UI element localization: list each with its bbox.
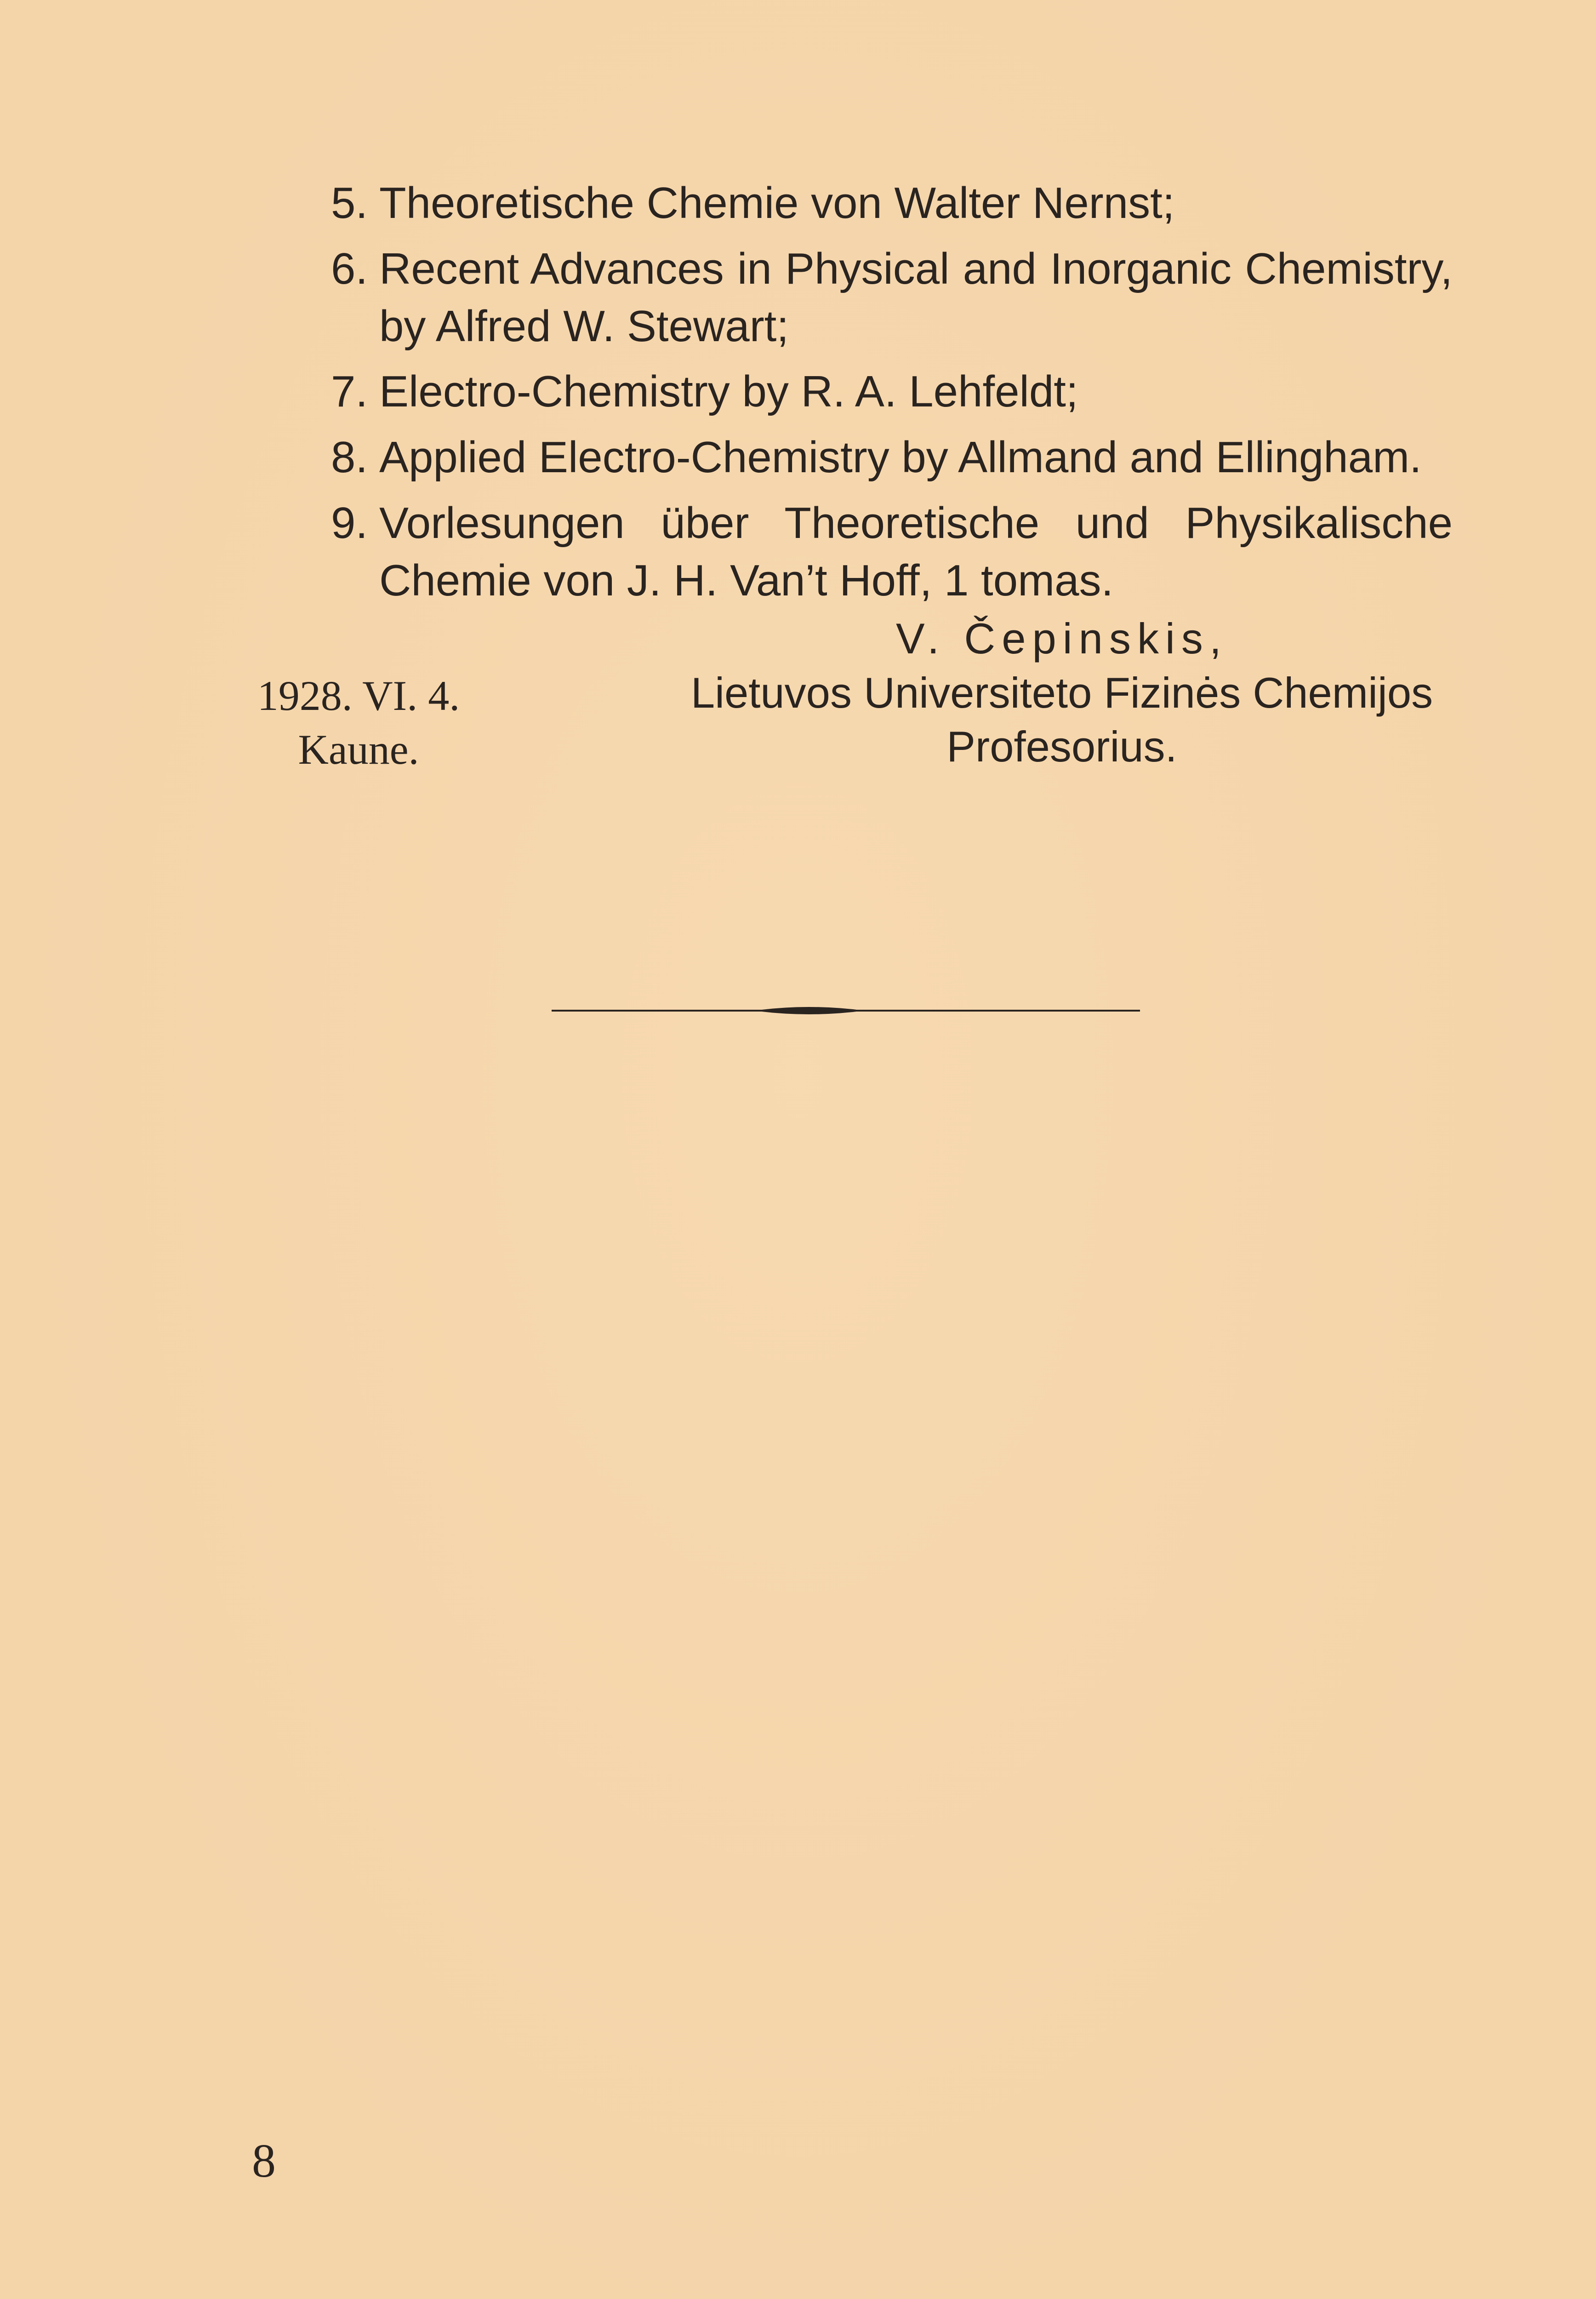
reference-item xyxy=(331,429,1453,486)
signature-affiliation: Lietuvos Universiteto Fizinės Chemijos xyxy=(690,668,1433,717)
reference-number: 5. xyxy=(331,178,368,228)
reference-number: 7. xyxy=(331,367,368,417)
signature-block xyxy=(680,612,1443,774)
reference-number: 8. xyxy=(331,433,368,482)
reference-text: Recent Advances in Physical and Inorganic Chemistry, by Alfred W. Stewart; xyxy=(379,244,1453,351)
reference-item xyxy=(331,363,1453,421)
reference-text: Vorlesungen über Theoretische und Physikalische Chemie von J. H. Van’t Hoff, 1 tomas. xyxy=(379,498,1453,605)
section-divider-ornament xyxy=(552,1001,1140,1020)
page-number: 8 xyxy=(252,2134,276,2187)
signature-title: Profesorius. xyxy=(946,722,1177,771)
reference-number: 6. xyxy=(331,244,368,293)
dateline-place: Kaune. xyxy=(298,726,419,773)
reference-item xyxy=(331,495,1453,610)
reference-item xyxy=(331,240,1453,355)
dateline xyxy=(239,669,478,777)
reference-text: Theoretische Chemie von Walter Nernst; xyxy=(379,178,1175,228)
reference-item xyxy=(331,175,1453,232)
reference-text: Applied Electro-Chemistry by Allmand and Ellingham. xyxy=(379,433,1422,482)
reference-text: Electro-Chemistry by R. A. Lehfeldt; xyxy=(379,367,1078,417)
reference-number: 9. xyxy=(331,498,368,548)
dateline-date: 1928. VI. 4. xyxy=(257,672,460,719)
reference-list xyxy=(331,175,1453,618)
signature-name: V. Čepinskis, xyxy=(896,614,1228,663)
